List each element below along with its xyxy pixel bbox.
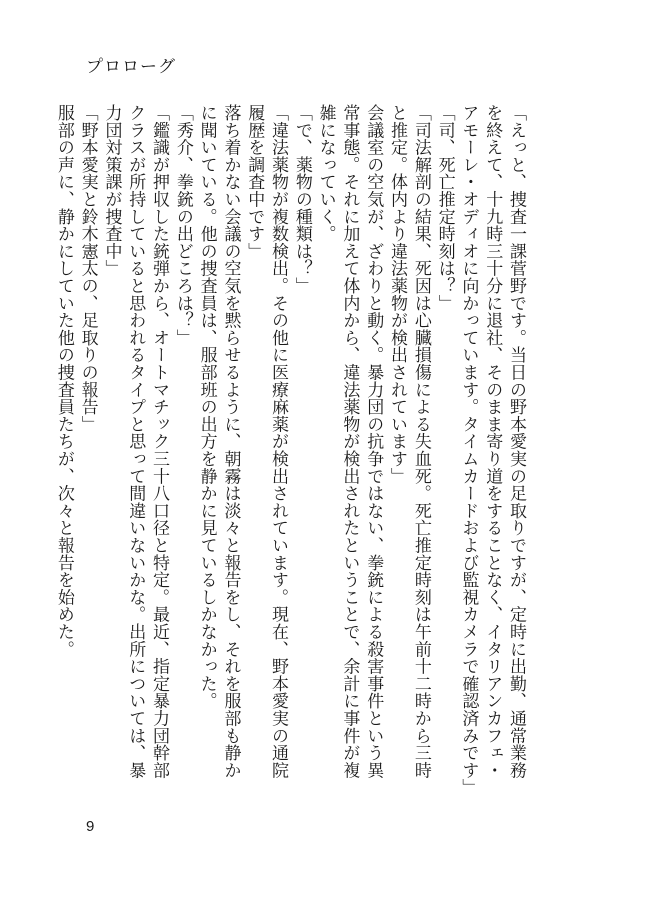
paragraph: 「司法解剖の結果、死因は心臓損傷による失血死。死亡推定時刻は午前十二時から三時と推定。体内より違法薬物が検出されています」 xyxy=(387,104,431,779)
paragraph: 「鑑識が押収した銃弾から、オートマチック三十八口径と特定。最近、指定暴力団幹部クラスが所持していると思われるタイプと思って間違いないかな。出所については、暴力団対策課が捜査中」 xyxy=(101,104,170,779)
page-number: 9 xyxy=(86,818,95,835)
paragraph: 「で、薬物の種類は？」 xyxy=(291,104,312,295)
paragraph: 落ち着かない会議の空気を黙らせるように、朝霧は淡々と報告をし、それを服部も静かに聞いている。他の捜査員は、服部班の出方を静かに見ているしかなかった。 xyxy=(196,104,241,779)
chapter-title: プロローグ xyxy=(86,57,176,77)
paragraph: 服部の声に、静かにしていた他の捜査員たちが、次々と報告を始めた。 xyxy=(53,104,74,658)
paragraph: 「司、死亡推定時刻は？」 xyxy=(434,104,455,312)
paragraph: 会議室の空気が、ざわりと動く。暴力団の抗争ではない、拳銃による殺害事件という異常事態。それに加えて体内から、違法薬物が検出されたということで、余計に事件が複雑になっていく。 xyxy=(315,104,384,779)
paragraph: 「違法薬物が複数検出。その他に医療麻薬が検出されています。現在、野本愛実の通院履歴を調査中です」 xyxy=(244,104,289,779)
paragraph: 「えっと、捜査一課菅野です。当日の野本愛実の足取りですが、定時に出勤、通常業務を終えて、十九時三十分に退社、そのまま寄り道をすることなく、イタリアンカフェ・アモーレ・オディオに向かっています。タイムカードおよび監視カメラで確認済みです」 xyxy=(458,104,526,796)
vertical-body-text xyxy=(51,104,527,794)
paragraph: 「野本愛実と鈴木憲太の、足取りの報告」 xyxy=(77,104,98,433)
paragraph: 「秀介、拳銃の出どころは？」 xyxy=(172,104,193,347)
